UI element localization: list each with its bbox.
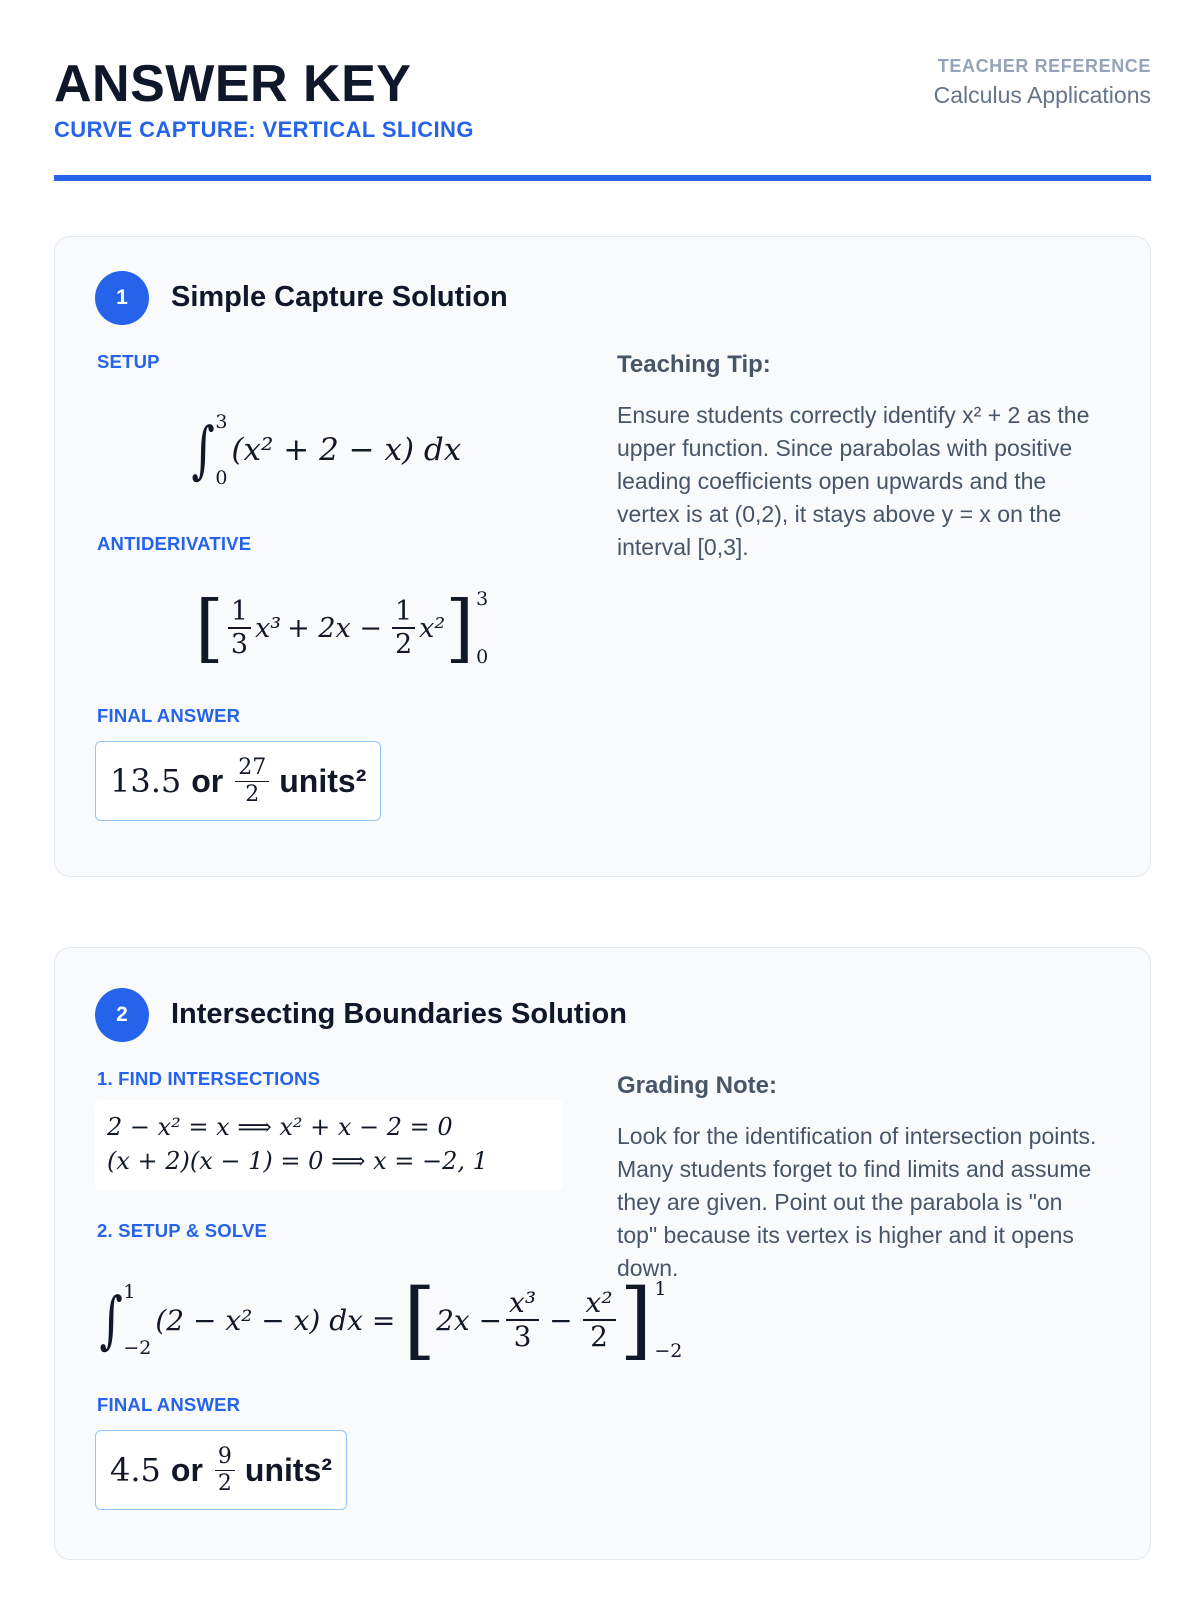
intersections-label: 1. FIND INTERSECTIONS <box>97 1068 321 1089</box>
answer-decimal: 13.5 <box>110 762 182 800</box>
header-divider <box>54 175 1151 181</box>
tip-body: Ensure students correctly identify x² + 2 as the upper function. Since parabolas with positive leading coefficients open upwards and the vertex is at (0,2), it stays above y = x on the interval [0,3]. <box>617 402 1090 560</box>
answer-fraction: $\frac{9}{2}$ <box>215 1444 235 1496</box>
setup-label: SETUP <box>97 351 160 372</box>
setup-solve-label: 2. SETUP & SOLVE <box>97 1220 268 1241</box>
integrand: (2 − x² − x) dx = <box>155 1303 396 1337</box>
fraction: $\frac{1}{3}$ <box>228 596 251 660</box>
teaching-tip <box>617 351 1097 564</box>
integrand: (x² + 2 − x) dx <box>231 432 462 468</box>
integral-limits <box>215 411 227 489</box>
problem-card-1 <box>54 236 1151 877</box>
problem-title: Simple Capture Solution <box>171 281 508 313</box>
answer-units: units² <box>279 762 367 799</box>
evaluation-limits: 1 −2 <box>654 1278 683 1362</box>
integral-limits: 1 −2 <box>123 1281 152 1359</box>
term: + 2x − <box>287 612 382 644</box>
setup-equation <box>187 405 461 495</box>
right-bracket: ] <box>445 585 475 671</box>
integral-sign: ∫ <box>191 413 215 486</box>
note-title: Grading Note: <box>617 1072 777 1099</box>
term: x³ <box>255 612 282 644</box>
final-answer-box <box>95 741 381 821</box>
fraction: $\frac{\text{x³}}{3}$ <box>506 1287 539 1353</box>
problem-number-badge: 2 <box>95 988 149 1042</box>
term: x² <box>419 612 446 644</box>
answer-fraction: $\frac{27}{2}$ <box>235 755 269 807</box>
fraction: $\frac{1}{2}$ <box>392 596 415 660</box>
upper-limit: 3 <box>215 411 228 433</box>
final-answer-label: FINAL ANSWER <box>97 1394 241 1415</box>
tip-title: Teaching Tip: <box>617 351 771 378</box>
page-subtitle: CURVE CAPTURE: VERTICAL SLICING <box>54 117 474 142</box>
intersections-box <box>95 1100 563 1190</box>
term: − <box>549 1303 573 1337</box>
answer-units: units² <box>244 1451 332 1488</box>
answer-decimal: 4.5 <box>110 1451 161 1489</box>
problem-number-badge: 1 <box>95 271 149 325</box>
page-title: ANSWER KEY <box>54 55 412 113</box>
final-answer-label: FINAL ANSWER <box>97 705 241 726</box>
problem-card-2 <box>54 947 1151 1560</box>
evaluation-limits: 3 0 <box>476 588 489 668</box>
antiderivative-label: ANTIDERIVATIVE <box>97 533 252 554</box>
grading-note <box>617 1072 1097 1285</box>
page-header <box>54 52 1151 182</box>
fraction: $\frac{\text{x²}}{2}$ <box>583 1287 616 1353</box>
antiderivative-equation <box>195 583 488 673</box>
setup-solve-equation <box>95 1270 682 1370</box>
lower-limit: 0 <box>215 467 228 489</box>
answer-or: or <box>170 1451 203 1488</box>
note-body: Look for the identification of intersection points. Many students forget to find limits and assume they are given. Point out the parabola is "on top" because its vertex is higher and it opens down. <box>617 1123 1097 1281</box>
reference-label: TEACHER REFERENCE <box>937 56 1151 76</box>
intersection-line: 2 − x² = x ⟹ x² + x − 2 = 0 <box>107 1113 453 1141</box>
intersection-line: (x + 2)(x − 1) = 0 ⟹ x = −2, 1 <box>107 1147 488 1175</box>
problem-title: Intersecting Boundaries Solution <box>171 998 627 1030</box>
integral-sign: ∫ <box>99 1283 123 1356</box>
right-bracket: ] <box>619 1271 653 1369</box>
final-answer-box <box>95 1430 347 1510</box>
left-bracket: [ <box>403 1271 437 1369</box>
left-bracket: [ <box>195 585 224 671</box>
term: 2x − <box>436 1303 503 1337</box>
answer-or: or <box>191 762 224 799</box>
course-name: Calculus Applications <box>933 82 1151 108</box>
